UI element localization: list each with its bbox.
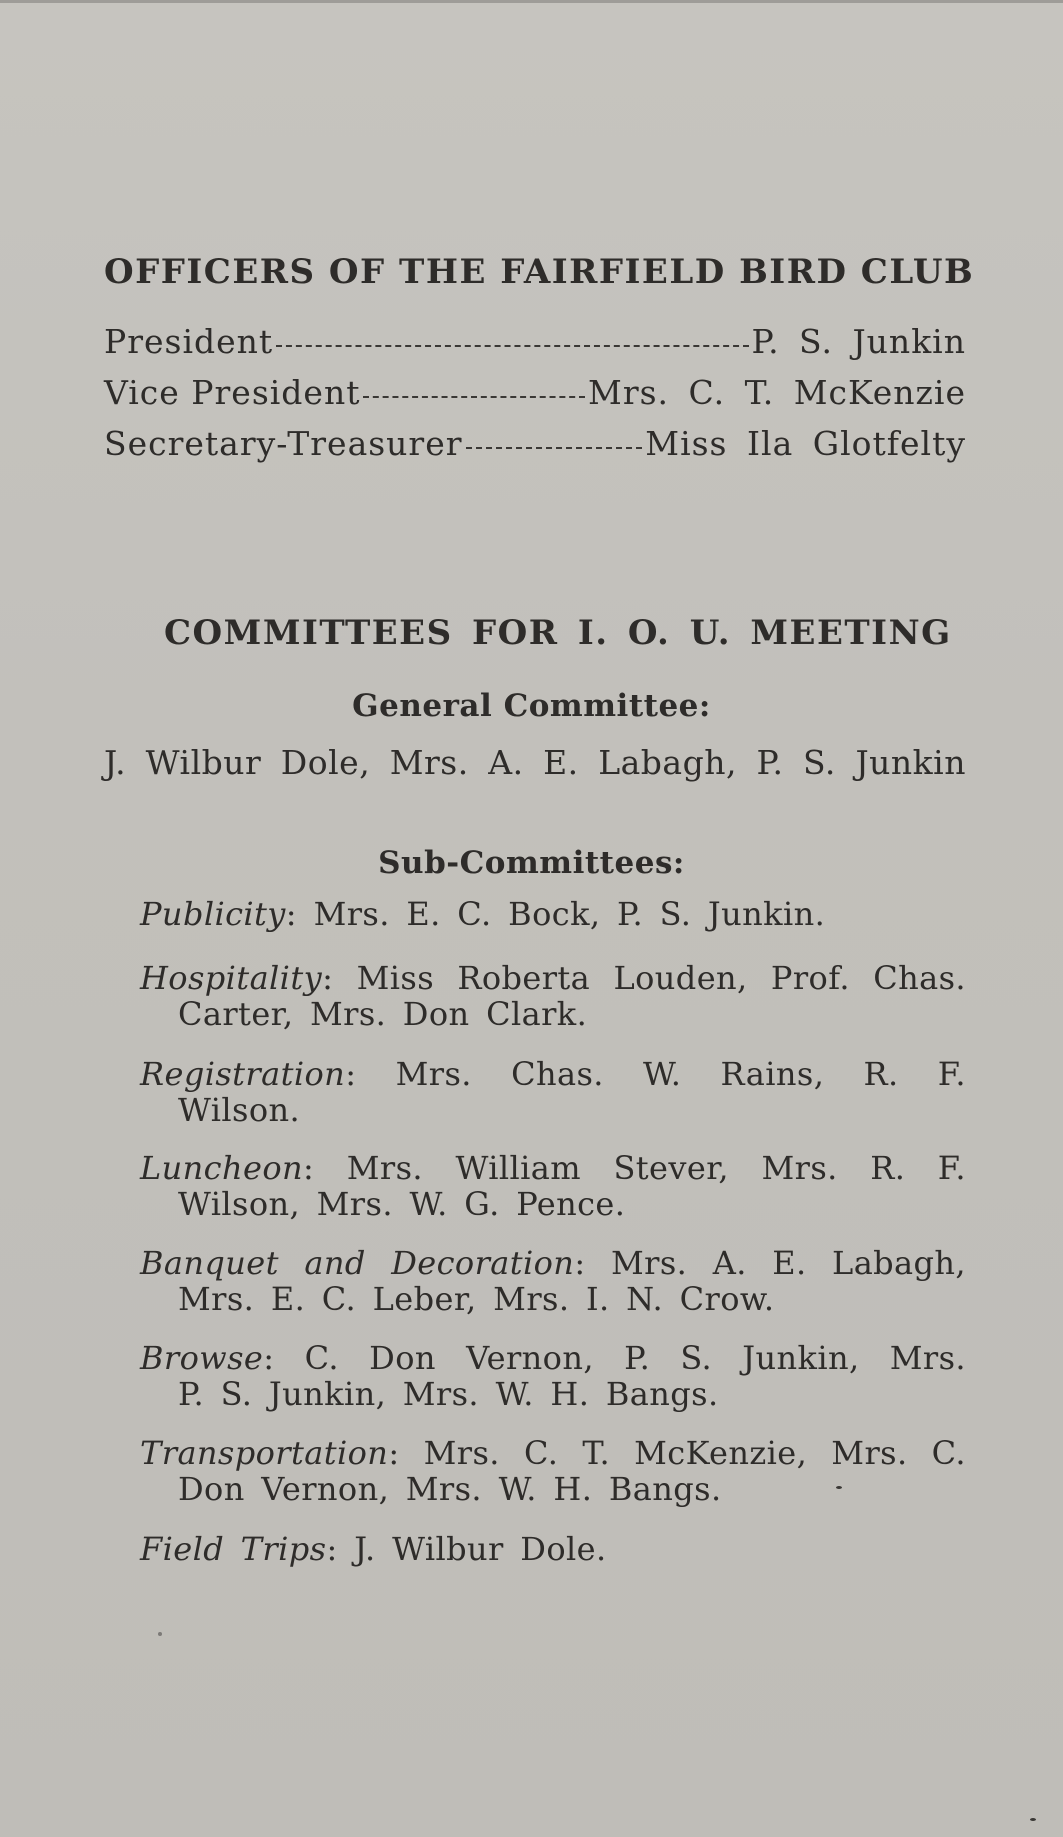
dotted-leader — [466, 447, 643, 449]
sub-committee-members: Mrs. William Stever, Mrs. R. F. — [346, 1149, 966, 1187]
sub-committee-transportation: Transportation: Mrs. C. T. McKenzie, Mrs. C. Don Vernon, Mrs. W. H. Bangs. — [140, 1434, 966, 1508]
sub-committee-label: Registration — [140, 1055, 346, 1093]
general-committee-members: J. Wilbur Dole, Mrs. A. E. Labagh, P. S. Junkin — [104, 743, 966, 782]
sub-committee-registration: Registration: Mrs. Chas. W. Rains, R. F. Wilson. — [140, 1055, 966, 1129]
sub-committee-members: Miss Roberta Louden, Prof. Chas. — [356, 959, 966, 997]
sub-committee-luncheon: Luncheon: Mrs. William Stever, Mrs. R. F. Wilson, Mrs. W. G. Pence. — [140, 1149, 966, 1223]
sub-committee-field-trips: Field Trips: J. Wilbur Dole. — [140, 1530, 607, 1568]
sub-committee-members: J. Wilbur Dole. — [354, 1530, 607, 1568]
officer-row-president — [104, 322, 966, 366]
sub-committee-members: Mrs. E. C. Bock, P. S. Junkin. — [313, 895, 826, 933]
dotted-leader — [363, 396, 585, 398]
sub-committee-label: Hospitality — [140, 959, 323, 997]
sub-committee-label: Field Trips — [140, 1530, 327, 1568]
officer-role: Secretary-Treasurer — [104, 424, 463, 463]
officer-name: P. S. Junkin — [751, 322, 966, 361]
paper-speck — [158, 1632, 162, 1636]
sub-committee-label: Luncheon — [140, 1149, 304, 1187]
officer-role: President — [104, 322, 274, 361]
sub-committee-publicity: Publicity: Mrs. E. C. Bock, P. S. Junkin. — [140, 895, 826, 933]
sub-committee-members: C. Don Vernon, P. S. Junkin, Mrs. — [304, 1339, 966, 1377]
officers-heading: OFFICERS OF THE FAIRFIELD BIRD CLUB — [104, 252, 975, 292]
dotted-leader — [276, 345, 748, 347]
sub-committee-label: Browse — [140, 1339, 264, 1377]
page-top-edge — [0, 0, 1063, 3]
sub-committee-members-continued: P. S. Junkin, Mrs. W. H. Bangs. — [178, 1375, 719, 1413]
sub-committee-members-continued: Wilson. — [178, 1091, 301, 1129]
sub-committee-label: Transportation — [140, 1434, 389, 1472]
committees-heading: COMMITTEES FOR I. O. U. MEETING — [164, 613, 952, 653]
sub-committee-members-continued: Don Vernon, Mrs. W. H. Bangs. — [178, 1470, 722, 1508]
sub-committee-members-continued: Mrs. E. C. Leber, Mrs. I. N. Crow. — [178, 1280, 775, 1318]
sub-committee-label: Banquet and Decoration — [140, 1244, 575, 1282]
paper-speck — [836, 1486, 842, 1489]
sub-committee-members-continued: Wilson, Mrs. W. G. Pence. — [178, 1185, 626, 1223]
sub-committee-members: Mrs. Chas. W. Rains, R. F. — [395, 1055, 966, 1093]
sub-committee-hospitality: Hospitality: Miss Roberta Louden, Prof. Chas. Carter, Mrs. Don Clark. — [140, 959, 966, 1033]
sub-committee-members: Mrs. C. T. McKenzie, Mrs. C. — [423, 1434, 966, 1472]
general-committee-heading: General Committee: — [352, 688, 711, 724]
officer-name: Miss Ila Glotfelty — [645, 424, 966, 463]
paper-speck — [1030, 1818, 1036, 1821]
sub-committee-banquet-and-decoration: Banquet and Decoration: Mrs. A. E. Labagh, Mrs. E. C. Leber, Mrs. I. N. Crow. — [140, 1244, 966, 1318]
sub-committees-heading: Sub-Committees: — [378, 845, 685, 881]
officer-row-vice-president — [104, 373, 966, 417]
sub-committee-members: Mrs. A. E. Labagh, — [610, 1244, 966, 1282]
sub-committee-members-continued: Carter, Mrs. Don Clark. — [178, 995, 588, 1033]
sub-committee-label: Publicity — [140, 895, 286, 933]
officer-name: Mrs. C. T. McKenzie — [588, 373, 966, 412]
officer-row-secretary-treasurer — [104, 424, 966, 468]
officer-role: Vice President — [104, 373, 361, 412]
sub-committee-browse: Browse: C. Don Vernon, P. S. Junkin, Mrs. P. S. Junkin, Mrs. W. H. Bangs. — [140, 1339, 966, 1413]
